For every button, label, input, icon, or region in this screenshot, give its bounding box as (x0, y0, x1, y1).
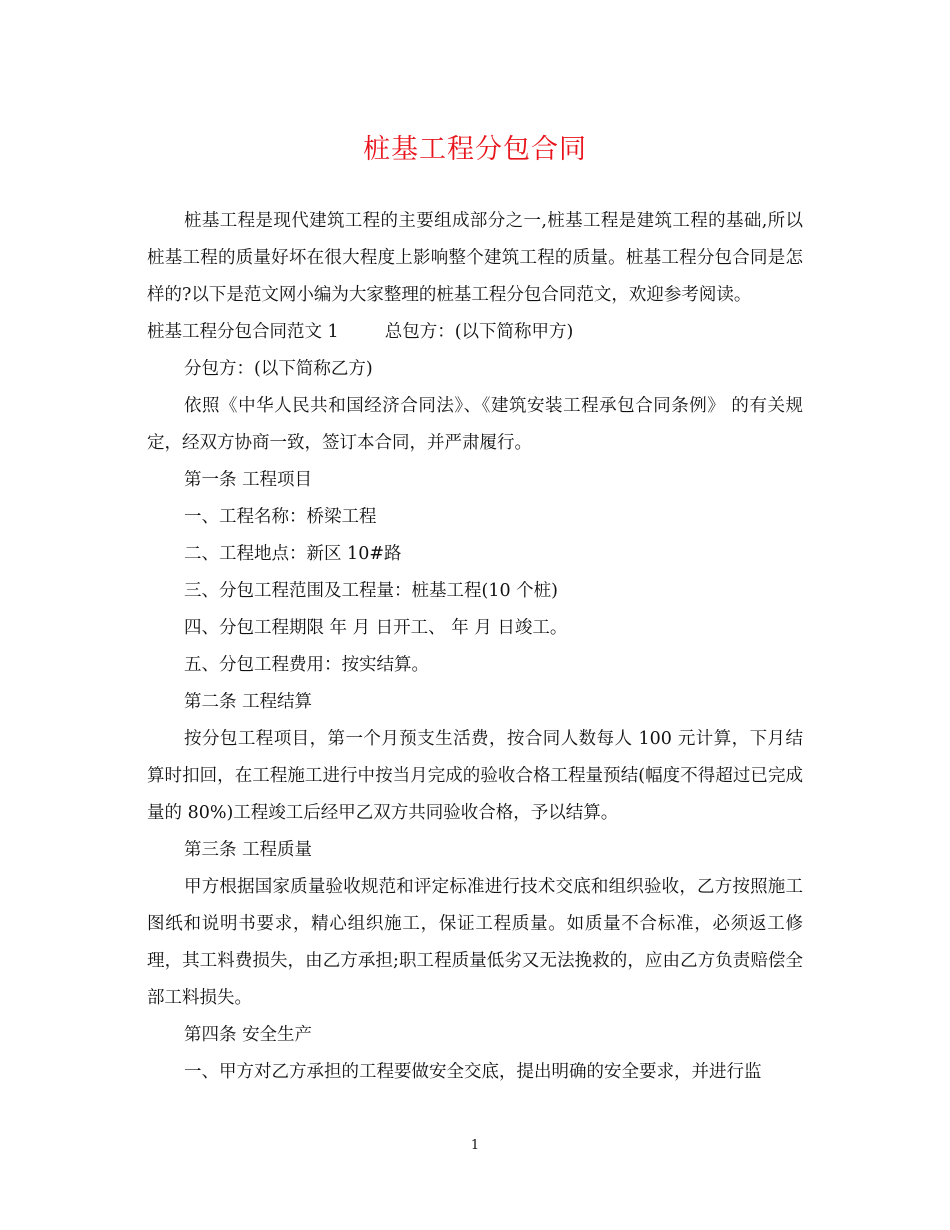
article1-item: 二、工程地点：新区 10#路 (184, 544, 402, 564)
article2-paragraph: 按分包工程项目，第一个月预支生活费，按合同人数每人 100 元计算，下月结算时扣回，在工程施工进行中按当月完成的验收合格工程量预结(幅度不得超过已完成量的 80%)工程竣工后经甲乙双方共同验收合格，予以结算。 (147, 729, 803, 823)
general-contractor-line: 总包方：(以下简称甲方) (384, 322, 574, 342)
article2-heading: 第二条 工程结算 (184, 692, 313, 712)
article1-item: 三、分包工程范围及工程量：桩基工程(10 个桩) (184, 581, 558, 601)
article4-heading: 第四条 安全生产 (184, 1025, 313, 1045)
intro-paragraph: 桩基工程是现代建筑工程的主要组成部分之一,桩基工程是建筑工程的基础,所以桩基工程的质量好坏在很大程度上影响整个建筑工程的质量。桩基工程分包合同是怎样的?以下是范文网小编为大家整理的桩基工程分包合同范文，欢迎参考阅读。 (147, 211, 803, 305)
article3-heading: 第三条 工程质量 (184, 840, 313, 860)
article1-item: 五、分包工程费用：按实结算。 (184, 655, 429, 675)
article1-item: 一、工程名称：桥梁工程 (184, 507, 377, 527)
article3-paragraph: 甲方根据国家质量验收规范和评定标准进行技术交底和组织验收，乙方按照施工图纸和说明书要求，精心组织施工，保证工程质量。如质量不合标准，必须返工修理，其工料费损失，由乙方承担;职工程质量低劣又无法挽救的，应由乙方负责赔偿全部工料损失。 (147, 877, 803, 1008)
sample-heading: 桩基工程分包合同范文 1 (147, 322, 339, 342)
article4-item: 一、甲方对乙方承担的工程要做安全交底，提出明确的安全要求，并进行监 (184, 1062, 762, 1082)
subcontractor-line: 分包方：(以下简称乙方) (184, 359, 373, 379)
basis-paragraph: 依照《中华人民共和国经济合同法》、《建筑安装工程承包合同条例》 的有关规定，经双方协商一致，签订本合同，并严肃履行。 (147, 396, 803, 453)
article1-item: 四、分包工程期限 年 月 日开工、 年 月 日竣工。 (184, 618, 568, 638)
parties-line (147, 314, 803, 351)
page-number: 1 (470, 1138, 480, 1153)
document-body (147, 203, 803, 1091)
document-title: 桩基工程分包合同 (363, 134, 587, 165)
article1-heading: 第一条 工程项目 (184, 470, 313, 490)
